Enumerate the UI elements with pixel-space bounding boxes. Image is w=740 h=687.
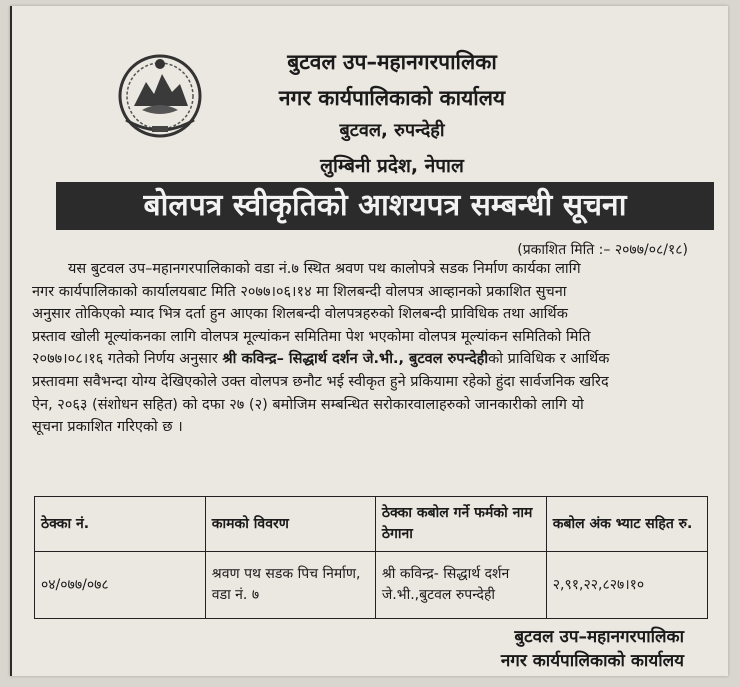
nepal-emblem-icon [112, 46, 208, 142]
table-header-cell: कामको विवरण [205, 497, 375, 552]
notice-title: बोलपत्र स्वीकृतिको आशयपत्र सम्बन्धी सूचना [56, 182, 714, 230]
table-header-cell: ठेक्का नं. [35, 497, 206, 552]
bid-amount: २,९१,२२,८२७।१० [546, 552, 707, 619]
office-subtitle: नगर कार्यपालिकाको कार्यालय [278, 86, 506, 110]
notice-paper [10, 6, 728, 676]
table-row [35, 552, 708, 619]
body-line: नगर कार्यपालिकाको कार्यालयबाट मिति २०७७।०६।१४ मा शिलबन्दी वोलपत्र आव्हानको प्रकाशित सुचना [32, 283, 567, 300]
body-line: प्रस्ताव खोली मूल्यांकनका लागि वोलपत्र मूल्यांकन समितिमा पेश भएकोमा वोलपत्र मूल्यांकन समितिको मिति [32, 328, 591, 345]
table-header-row [35, 497, 708, 552]
contract-number: ०४/०७७/०७८ [35, 552, 206, 619]
signature-office-subtitle: नगर कार्यपालिकाको कार्यालय [500, 651, 684, 671]
bidder-name-address: श्री कविन्द्र- सिद्धार्थ दर्शन जे.भी.,बुटवल रुपन्देही [375, 552, 546, 619]
signature-office: बुटवल उप–महानगरपालिका [514, 627, 684, 647]
office-location: बुटवल, रुपन्देही [339, 120, 445, 141]
office-name: बुटवल उप–महानगरपालिका [287, 50, 497, 74]
table-header-cell: कबोल अंक भ्याट सहित रु. [546, 497, 707, 552]
contractor-name: श्री कविन्द्र– सिद्धार्थ दर्शन जे.भी., बुटवल रुपन्देही [222, 351, 489, 368]
work-description: श्रवण पथ सडक पिच निर्माण, वडा नं. ७ [205, 552, 375, 619]
notice-body [32, 258, 722, 439]
body-line: सूचना प्रकाशित गरिएको छ । [32, 419, 183, 436]
publish-date: (प्रकाशित मिति :– २०७७/०८/१८) [517, 242, 688, 258]
body-line: अनुसार तोकिएको म्याद भित्र दर्ता हुन आएका शिलबन्दी वोलपत्रहरुको शिलबन्दी प्राविधिक तथा आर्थिक [32, 306, 568, 323]
table-header-cell: ठेक्का कबोल गर्ने फर्मको नाम ठेगाना [375, 497, 546, 552]
body-line: ऐन, २०६३ (संशोधन सहित) को दफा २७ (२) बमोजिम सम्बन्धित सरोकारवालाहरुको जानकारीको लागि यो [32, 396, 584, 413]
body-line-start: २०७७।०८।१६ गतेको निर्णय अनुसार [32, 351, 223, 368]
body-line-end: को प्राविधिक र आर्थिक [488, 351, 610, 368]
contract-table [34, 496, 708, 619]
body-line: प्रस्तावमा सवैभन्दा योग्य देखिएकोले उक्त वोलपत्र छनौट भई स्वीकृत हुने प्रकियामा रहेको हुंदा सार्वजनिक खरिद [32, 373, 609, 390]
body-line: यस बुटवल उप–महानगरपालिकाको वडा नं.७ स्थित श्रवण पथ कालोपत्रे सडक निर्माण कार्यका लागि [68, 261, 581, 277]
body-line [32, 348, 722, 371]
office-province: लुम्बिनी प्रदेश, नेपाल [320, 155, 464, 177]
